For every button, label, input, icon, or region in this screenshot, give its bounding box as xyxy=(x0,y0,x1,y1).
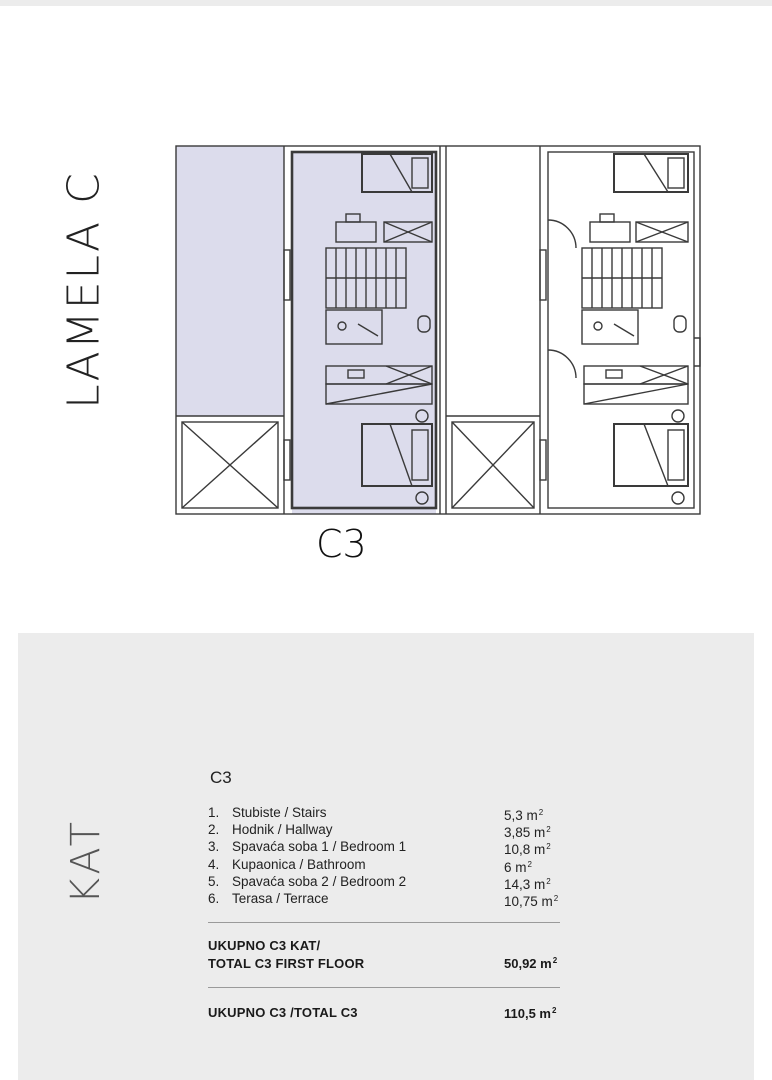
lamela-title: LAMELA C xyxy=(58,171,110,409)
room-row: 4. Kupaonica / Bathroom 6 $m^2$ xyxy=(208,856,532,875)
room-row: 5. Spavaća soba 2 / Bedroom 2 14,3 $m^2$ xyxy=(208,873,551,892)
divider xyxy=(208,987,560,988)
floor-total-value: 50,92 $m^2$ xyxy=(504,956,558,971)
unit-label: C3 xyxy=(316,522,367,566)
room-row: 6. Terasa / Terrace 10,75 $m^2$ xyxy=(208,890,559,909)
floor-label: KAT xyxy=(63,817,109,905)
c3-highlight-main xyxy=(292,152,436,514)
grand-total-label: UKUPNO C3 /TOTAL C3 xyxy=(208,1005,358,1020)
divider xyxy=(208,922,560,923)
room-row: 3. Spavaća soba 1 / Bedroom 1 10,8 $m^2$ xyxy=(208,839,551,858)
floor-plan xyxy=(170,140,705,520)
room-row: 1. Stubiste / Stairs 5,3 $m^2$ xyxy=(208,805,544,823)
area-table-heading: C3 xyxy=(210,768,232,787)
grand-total-value: 110,5 $m^2$ xyxy=(504,1006,557,1021)
top-bar xyxy=(0,0,772,6)
room-row: 2. Hodnik / Hallway 3,85 $m^2$ xyxy=(208,822,551,841)
floor-total-label: UKUPNO C3 KAT/ TOTAL C3 FIRST FLOOR xyxy=(208,938,365,971)
c3-highlight-left xyxy=(176,146,284,416)
room-list xyxy=(208,804,560,907)
